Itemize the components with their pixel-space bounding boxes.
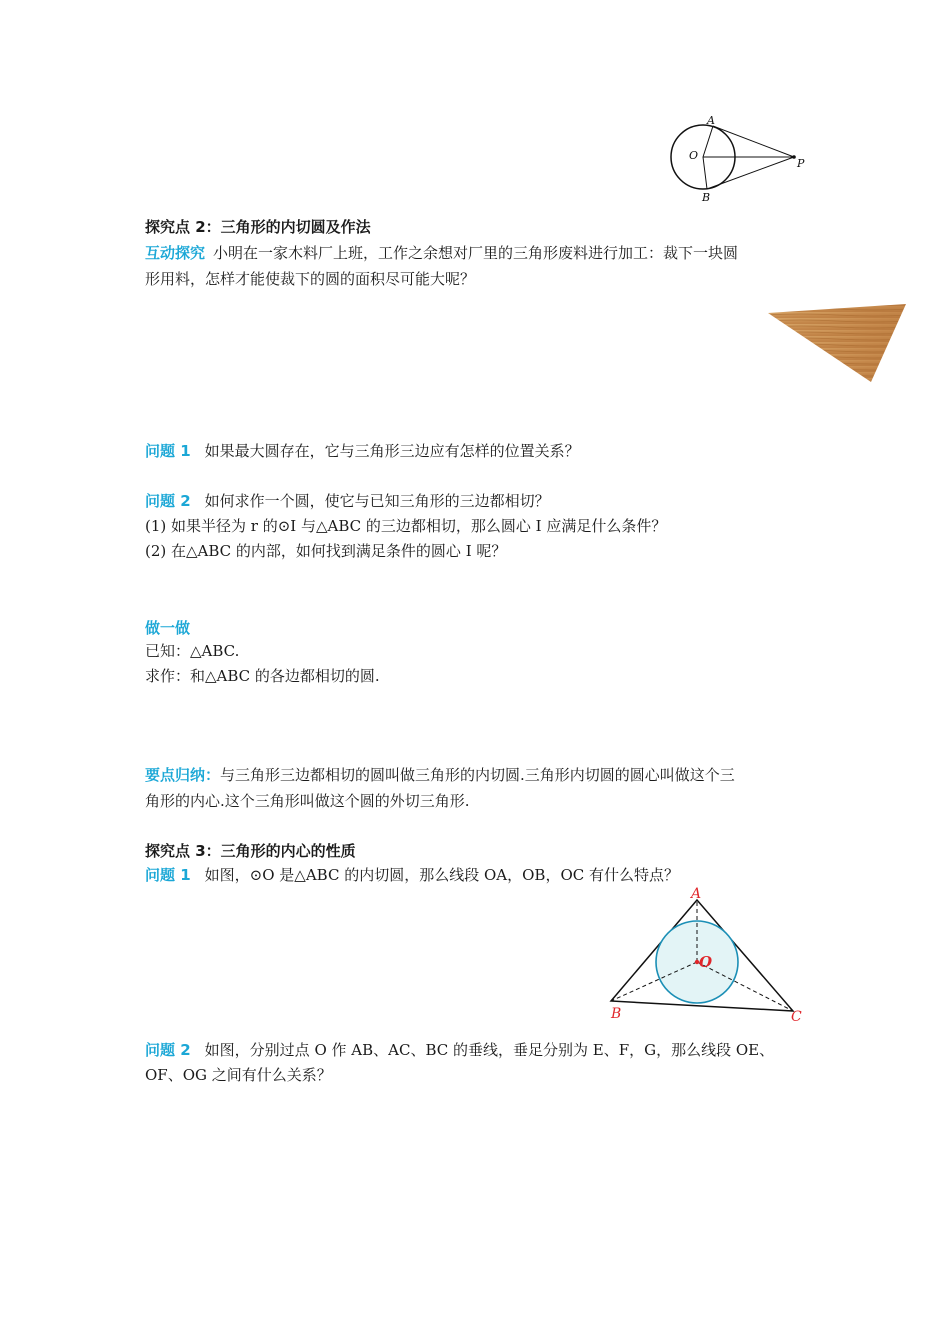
label-A: A: [707, 114, 715, 127]
label-C2: C: [791, 1009, 802, 1025]
doit-label: 做一做: [145, 619, 191, 637]
summary-line2: 角形的内心.这个三角形叫做这个圆的外切三角形.: [145, 792, 470, 810]
interactive-text: 小明在一家木料厂上班，工作之余想对厂里的三角形废料进行加工：裁下一块圆: [213, 244, 739, 262]
interactive-label: 互动探究: [145, 244, 206, 262]
summary-text: 与三角形三边都相切的圆叫做三角形的内切圆.三角形内切圆的圆心叫做这个三: [220, 766, 735, 784]
construct-text: 求作：和△ABC 的各边都相切的圆.: [145, 667, 380, 685]
interactive-paragraph-line2: 形用料，怎样才能使裁下的圆的面积尽可能大呢？: [145, 270, 476, 288]
summary-label: 要点归纳：: [145, 766, 221, 784]
question2-sub2: (2) 在△ABC 的内部，如何找到满足条件的圆心 I 呢？: [145, 542, 507, 560]
label-O: O: [689, 149, 699, 162]
section3-title: 探究点 3：三角形的内心的性质: [145, 842, 356, 860]
summary-line1: [145, 764, 735, 786]
s3-question2-line1: [145, 1039, 774, 1061]
wood-triangle-image: [765, 300, 910, 385]
s3-question1-text: 如图，⊙O 是△ABC 的内切圆，那么线段 OA，OB，OC 有什么特点？: [204, 866, 679, 884]
question1-line: [145, 440, 580, 462]
section2-title: 探究点 2：三角形的内切圆及作法: [145, 218, 371, 236]
incircle-figure: [600, 885, 815, 1025]
s3-question2-label: 问题 2: [145, 1041, 191, 1059]
label-O2: O: [699, 953, 713, 971]
question1-label: 问题 1: [145, 442, 191, 460]
s3-question1-line: [145, 864, 679, 886]
label-P: P: [797, 157, 805, 170]
interactive-paragraph-line1: [145, 242, 738, 264]
question1-text: 如果最大圆存在，它与三角形三边应有怎样的位置关系？: [204, 442, 580, 460]
label-A2: A: [691, 886, 702, 902]
s3-question2-line2: OF、OG 之间有什么关系？: [145, 1066, 332, 1084]
tangent-figure: [660, 110, 820, 210]
label-B2: B: [611, 1006, 622, 1022]
question2-text: 如何求作一个圆，使它与已知三角形的三边都相切？: [204, 492, 550, 510]
s3-question2-text: 如图，分别过点 O 作 AB、AC、BC 的垂线，垂足分别为 E、F，G，那么线段 OE、: [204, 1041, 775, 1059]
question2-label: 问题 2: [145, 492, 191, 510]
given-text: 已知：△ABC.: [145, 642, 240, 660]
label-B: B: [702, 191, 711, 204]
s3-question1-label: 问题 1: [145, 866, 191, 884]
question2-sub1: (1) 如果半径为 r 的⊙I 与△ABC 的三边都相切，那么圆心 I 应满足什么条件？: [145, 517, 667, 535]
question2-line: [145, 490, 550, 512]
